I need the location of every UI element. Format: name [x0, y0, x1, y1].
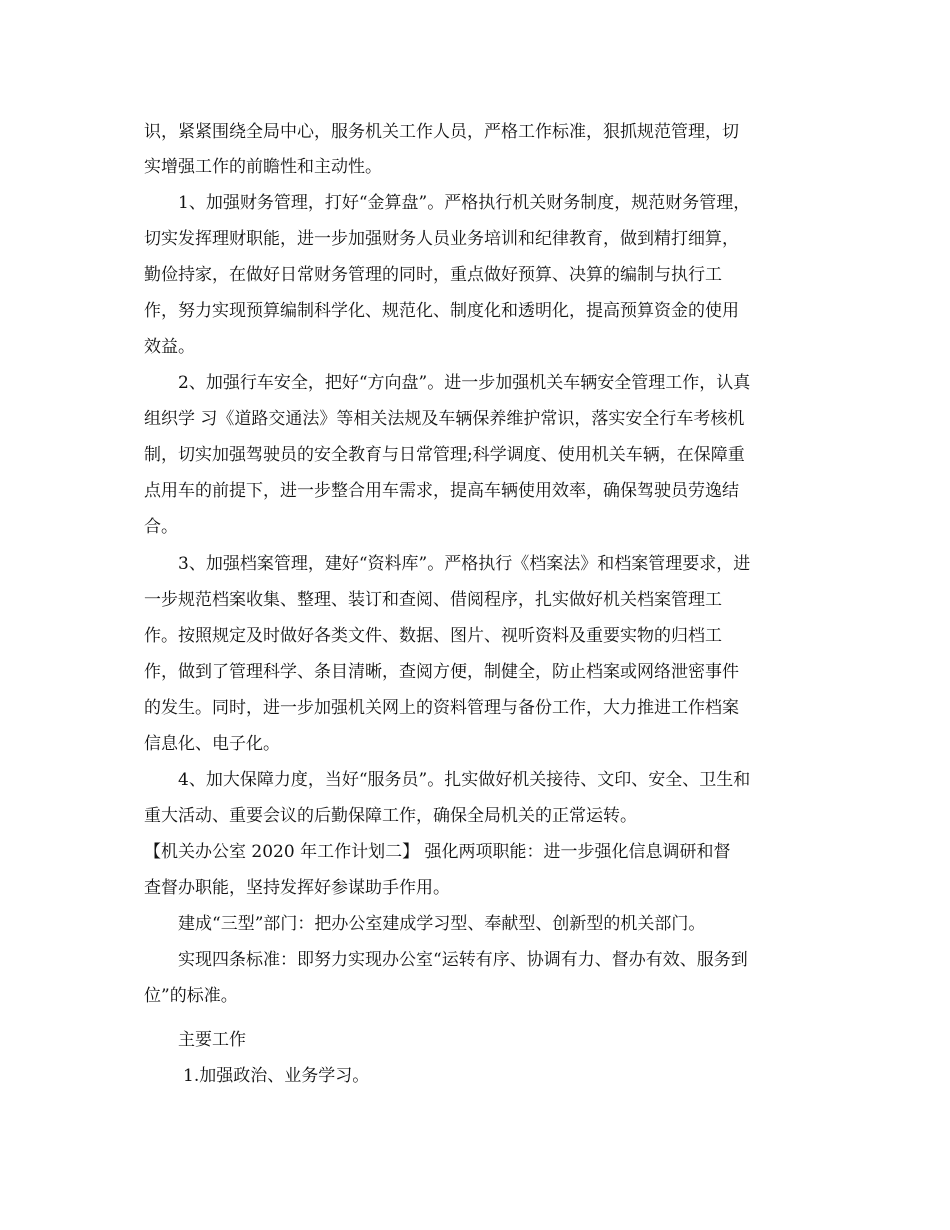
paragraph-line: 作，努力实现预算编制科学化、规范化、制度化和透明化，提高预算资金的使用	[144, 301, 739, 321]
paragraph-line: 1、加强财务管理，打好“金算盘”。严格执行机关财务制度，规范财务管理，	[178, 193, 751, 213]
paragraph-line: 位”的标准。	[144, 986, 238, 1006]
paragraph-line: 一步规范档案收集、整理、装订和查阅、借阅程序，扎实做好机关档案管理工	[144, 590, 722, 610]
paragraph-line: 重大活动、重要会议的后勤保障工作，确保全局机关的正常运转。	[144, 806, 637, 826]
subheading-line: 主要工作	[178, 1030, 246, 1050]
list-item-line: 1.加强政治、业务学习。	[183, 1066, 370, 1086]
paragraph-line: 建成“三型”部门：把办公室建成学习型、奉献型、创新型的机关部门。	[178, 914, 706, 934]
paragraph-line: 效益。	[144, 337, 195, 357]
paragraph-line: 3、加强档案管理，建好“资料库”。严格执行《档案法》和档案管理要求，进	[178, 554, 751, 574]
paragraph-line: 识，紧紧围绕全局中心，服务机关工作人员，严格工作标准，狠抓规范管理，切	[144, 122, 739, 142]
paragraph-line: 点用车的前提下，进一步整合用车需求，提高车辆使用效率，确保驾驶员劳逸结	[144, 481, 739, 501]
paragraph-line: 查督办职能，坚持发挥好参谋助手作用。	[144, 878, 450, 898]
paragraph-line: 实现四条标准：即努力实现办公室“运转有序、协调有力、督办有效、服务到	[178, 950, 748, 970]
paragraph-line: 的发生。同时，进一步加强机关网上的资料管理与备份工作，大力推进工作档案	[144, 698, 739, 718]
paragraph-line: 2、加强行车安全，把好“方向盘”。进一步加强机关车辆安全管理工作，认真	[178, 373, 751, 393]
paragraph-line: 切实发挥理财职能，进一步加强财务人员业务培训和纪律教育，做到精打细算，	[144, 229, 739, 249]
paragraph-line: 合。	[144, 517, 178, 537]
paragraph-line: 制，切实加强驾驶员的安全教育与日常管理;科学调度、使用机关车辆，在保障重	[144, 445, 745, 465]
paragraph-line: 信息化、电子化。	[144, 734, 280, 754]
paragraph-line: 组织学 习《道路交通法》等相关法规及车辆保养维护常识，落实安全行车考核机	[144, 409, 745, 429]
section-heading-line: 【机关办公室 2020 年工作计划二】 强化两项职能：进一步强化信息调研和督	[144, 842, 731, 862]
paragraph-line: 勤俭持家，在做好日常财务管理的同时，重点做好预算、决算的编制与执行工	[144, 265, 722, 285]
paragraph-line: 作，做到了管理科学、条目清晰，查阅方便，制健全，防止档案或网络泄密事件	[144, 662, 739, 682]
paragraph-line: 作。按照规定及时做好各类文件、数据、图片、视听资料及重要实物的归档工	[144, 626, 722, 646]
paragraph-line: 实增强工作的前瞻性和主动性。	[144, 157, 382, 177]
paragraph-line: 4、加大保障力度，当好“服务员”。扎实做好机关接待、文印、安全、卫生和	[178, 770, 751, 790]
